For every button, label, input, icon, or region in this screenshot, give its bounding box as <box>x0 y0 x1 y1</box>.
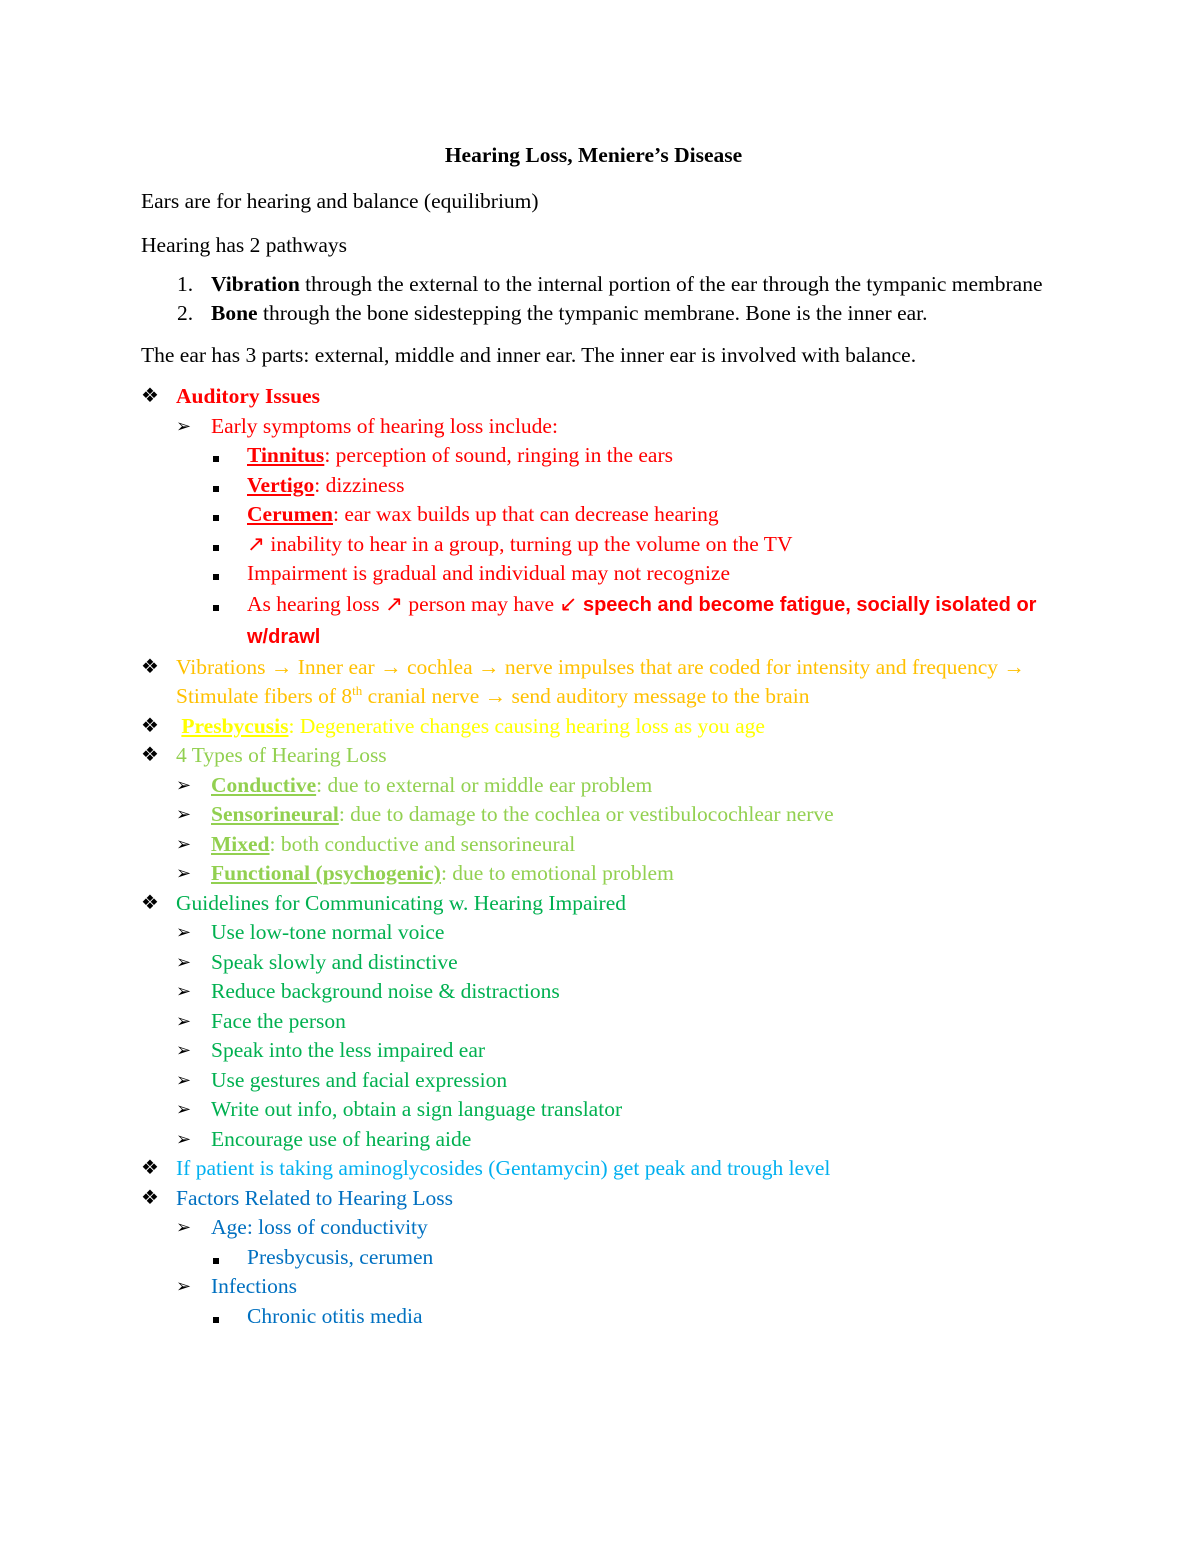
flow-text: cochlea <box>401 654 478 679</box>
list-item <box>141 1272 1046 1302</box>
list-item <box>141 771 1046 801</box>
intro-ears: Ears are for hearing and balance (equilibrium) <box>141 189 539 213</box>
page-title: Hearing Loss, Meniere’s Disease <box>444 143 743 167</box>
square-bullet-icon <box>213 500 243 530</box>
pathway-term: Vibration <box>211 272 300 296</box>
list-item <box>141 1243 1046 1273</box>
down-arrow-icon: ↙ <box>559 591 578 616</box>
pathway-text: through the bone sidestepping the tympanic membrane. Bone is the inner ear. <box>257 301 928 325</box>
list-item <box>141 1036 1046 1066</box>
pathway-item <box>141 270 1046 299</box>
square-bullet-icon <box>213 589 243 620</box>
intro-ear-parts: The ear has 3 parts: external, middle and inner ear. The inner ear is involved with balance. <box>141 343 917 367</box>
arrowhead-bullet-icon: ➢ <box>176 774 192 795</box>
types-heading-item <box>141 741 1046 771</box>
list-item <box>141 1302 1046 1332</box>
arrowhead-bullet-icon: ➢ <box>176 951 192 972</box>
flow-text: send auditory message to the brain <box>506 684 810 708</box>
list-text: person may have <box>402 591 560 616</box>
guidelines-heading: Guidelines for Communicating w. Hearing Impaired <box>176 890 626 915</box>
list-item <box>141 977 1046 1007</box>
list-item <box>141 530 1046 560</box>
up-arrow-icon: ↗ <box>247 531 266 556</box>
list-text: Age: loss of conductivity <box>211 1215 428 1239</box>
right-arrow-icon: → <box>478 654 500 679</box>
diamond-bullet-icon: ❖ <box>141 891 159 914</box>
definition: : dizziness <box>314 472 405 497</box>
list-item <box>141 441 1046 471</box>
list-text: Speak into the less impaired ear <box>211 1038 486 1062</box>
square-bullet-icon <box>213 441 243 471</box>
list-text: Chronic otitis media <box>247 1303 423 1328</box>
square-bullet-icon <box>213 559 243 589</box>
list-item <box>141 1125 1046 1155</box>
arrowhead-bullet-icon: ➢ <box>176 415 192 436</box>
term: Vertigo <box>247 472 315 497</box>
list-text: Speak slowly and distinctive <box>211 949 458 974</box>
list-item <box>141 412 1046 442</box>
diamond-bullet-icon: ❖ <box>141 714 159 737</box>
types-heading: 4 Types of Hearing Loss <box>176 743 387 767</box>
term: Functional (psychogenic) <box>211 861 441 885</box>
list-text: Use low-tone normal voice <box>211 920 445 944</box>
list-item <box>141 948 1046 978</box>
list-text: Encourage use of hearing aide <box>211 1126 472 1151</box>
definition: : due to external or middle ear problem <box>316 772 653 797</box>
square-bullet-icon <box>213 1302 243 1332</box>
arrowhead-bullet-icon: ➢ <box>176 1276 192 1296</box>
emphasis-text: speech and become fatigue, socially isolated or w/drawl <box>247 593 1037 648</box>
arrowhead-bullet-icon: ➢ <box>176 1010 192 1031</box>
flow-text: Stimulate fibers of 8 <box>176 684 353 708</box>
arrowhead-bullet-icon: ➢ <box>176 863 192 883</box>
list-text: Use gestures and facial expression <box>211 1067 508 1092</box>
early-symptoms-text: Early symptoms of hearing loss include: <box>211 413 558 438</box>
flow-text: cranial nerve <box>362 684 485 708</box>
list-number: 2. <box>177 301 194 325</box>
square-bullet-icon <box>213 1243 243 1273</box>
term: Tinnitus <box>247 443 325 467</box>
definition: : due to emotional problem <box>440 861 674 885</box>
list-text: Infections <box>211 1274 297 1298</box>
term: Cerumen <box>247 502 333 526</box>
square-bullet-icon <box>213 471 243 501</box>
list-text: inability to hear in a group, turning up the volume on the TV <box>265 531 793 556</box>
flow-text: Inner ear <box>292 654 381 679</box>
arrowhead-bullet-icon: ➢ <box>176 1099 192 1119</box>
list-item <box>141 918 1046 948</box>
intro-pathways: Hearing has 2 pathways <box>141 233 347 257</box>
term: Presbycusis <box>181 713 289 738</box>
arrowhead-bullet-icon: ➢ <box>176 833 192 854</box>
pathway-text: through the external to the internal portion of the ear through the tympanic membrane <box>299 272 1043 296</box>
list-text: If patient is taking aminoglycosides (Gentamycin) get peak and trough level <box>176 1156 831 1180</box>
list-text: Reduce background noise & distractions <box>211 979 560 1003</box>
list-number: 1. <box>177 272 194 296</box>
list-item <box>141 830 1046 860</box>
flow-text: nerve impulses that are coded for intensity and frequency <box>499 654 1004 679</box>
list-item <box>141 471 1046 501</box>
factors-heading: Factors Related to Hearing Loss <box>176 1185 454 1210</box>
diamond-bullet-icon: ❖ <box>141 1186 159 1209</box>
list-text: As hearing loss <box>247 591 385 616</box>
definition: : perception of sound, ringing in the ears <box>324 443 674 467</box>
arrowhead-bullet-icon: ➢ <box>176 981 192 1001</box>
diamond-bullet-icon: ❖ <box>141 385 159 407</box>
list-item <box>141 1007 1046 1037</box>
list-item <box>141 800 1046 830</box>
definition: : due to damage to the cochlea or vestibulocochlear nerve <box>338 802 834 826</box>
right-arrow-icon: → <box>380 654 402 679</box>
auditory-heading-item <box>141 382 1046 412</box>
up-arrow-icon: ↗ <box>384 591 403 616</box>
list-text: Face the person <box>211 1008 346 1033</box>
definition: : Degenerative changes causing hearing loss as you age <box>288 713 765 738</box>
factors-heading-item <box>141 1184 1046 1214</box>
list-item <box>141 1213 1046 1243</box>
definition: : ear wax builds up that can decrease hearing <box>332 502 719 526</box>
list-text: Impairment is gradual and individual may not recognize <box>247 561 731 585</box>
list-item <box>141 1095 1046 1125</box>
diamond-bullet-icon: ❖ <box>141 655 159 678</box>
list-item <box>141 1066 1046 1096</box>
arrowhead-bullet-icon: ➢ <box>176 804 192 824</box>
list-item <box>141 500 1046 530</box>
arrowhead-bullet-icon: ➢ <box>176 1069 192 1090</box>
pathway-item <box>141 299 1046 328</box>
pathway-term: Bone <box>211 301 258 325</box>
square-bullet-icon <box>213 530 243 560</box>
aminoglycosides-item <box>141 1154 1046 1184</box>
list-item <box>141 559 1046 589</box>
flow-text: Vibrations <box>176 654 271 679</box>
arrowhead-bullet-icon: ➢ <box>176 1040 192 1060</box>
arrowhead-bullet-icon: ➢ <box>176 922 192 942</box>
auditory-heading: Auditory Issues <box>176 384 320 408</box>
arrowhead-bullet-icon: ➢ <box>176 1128 192 1149</box>
list-item <box>141 859 1046 889</box>
arrowhead-bullet-icon: ➢ <box>176 1217 192 1237</box>
diamond-bullet-icon: ❖ <box>141 744 159 766</box>
vibrations-item <box>141 653 1046 712</box>
term: Sensorineural <box>211 802 339 826</box>
document-page <box>141 140 1046 1331</box>
definition: : both conductive and sensorineural <box>269 831 576 856</box>
list-text: Presbycusis, cerumen <box>247 1244 434 1269</box>
diamond-bullet-icon: ❖ <box>141 1157 159 1179</box>
right-arrow-icon: → <box>484 684 507 708</box>
list-item <box>141 589 1046 653</box>
right-arrow-icon: → <box>270 654 293 679</box>
right-arrow-icon: → <box>1003 654 1025 679</box>
list-text: Write out info, obtain a sign language translator <box>211 1097 623 1121</box>
term: Conductive <box>211 772 317 797</box>
superscript: th <box>352 682 363 698</box>
guidelines-heading-item <box>141 889 1046 919</box>
pathways-list <box>141 270 1046 328</box>
presbycusis-item <box>141 712 1046 742</box>
term: Mixed <box>211 831 270 856</box>
